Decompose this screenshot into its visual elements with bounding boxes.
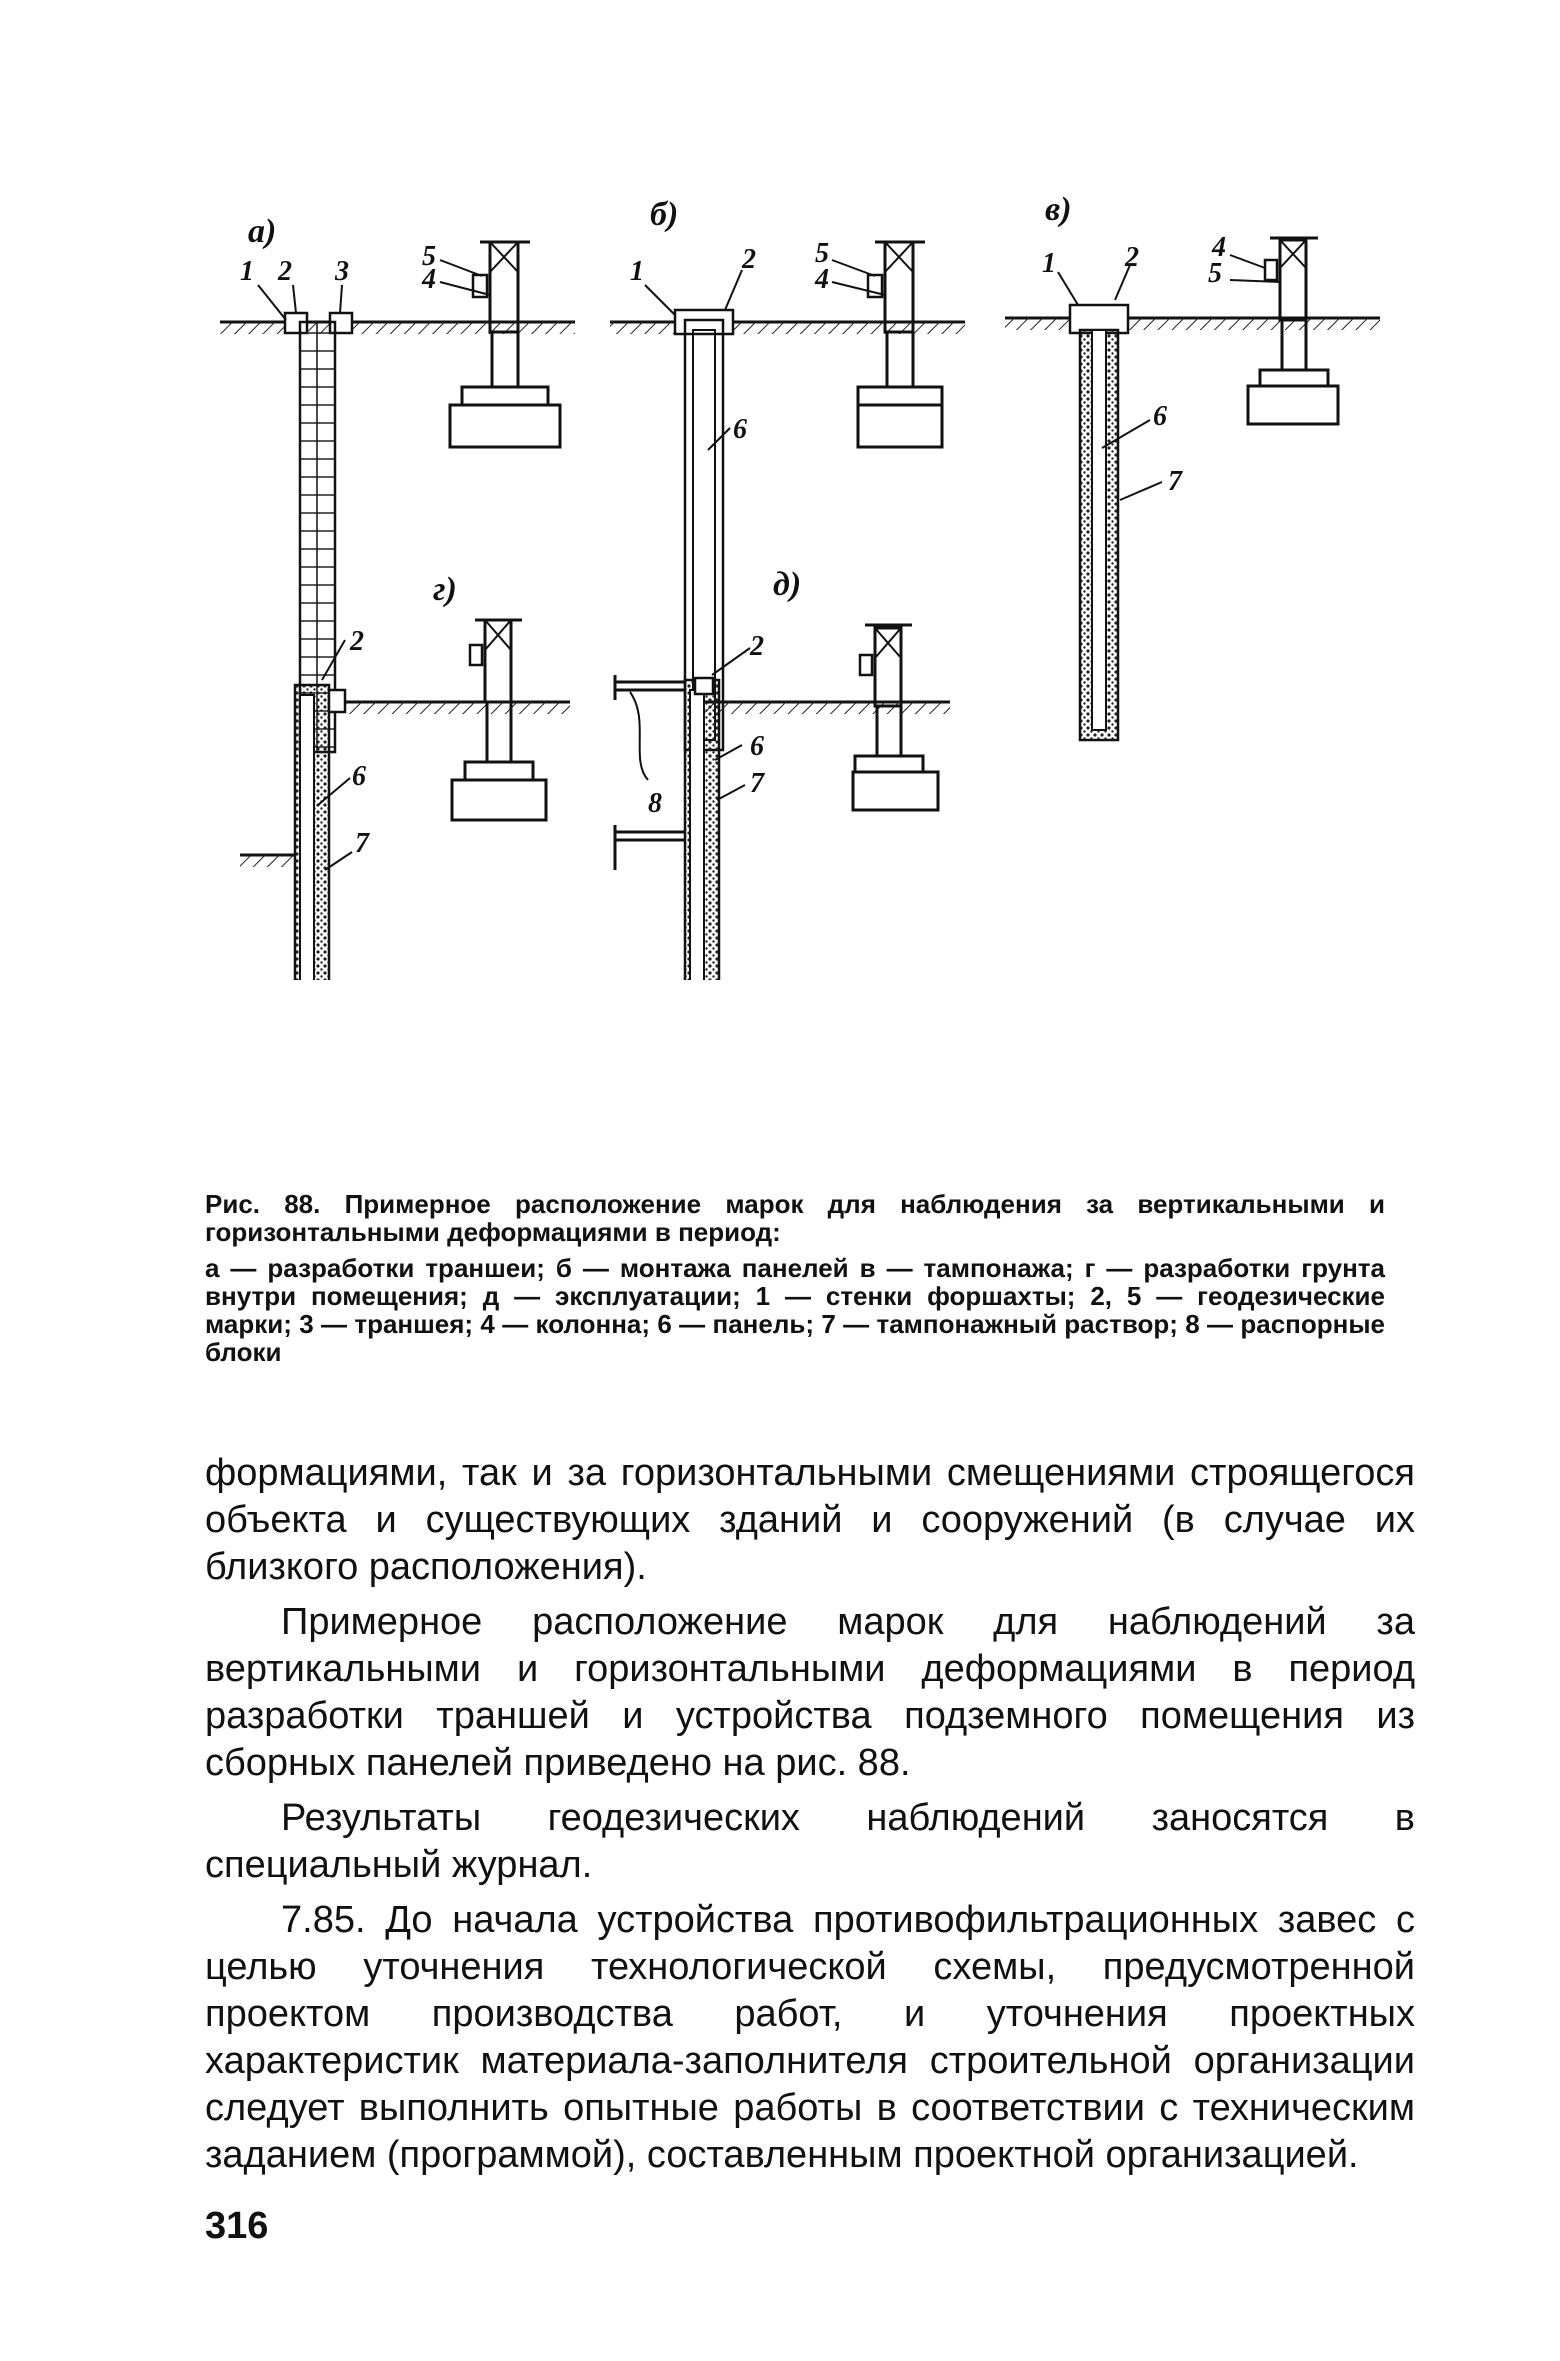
panel-a: [220, 213, 575, 752]
callout-a-2: 2: [278, 256, 292, 287]
callout-b-1: 1: [630, 256, 644, 287]
panel-v: [1005, 191, 1380, 740]
callout-d-2: 2: [750, 631, 764, 662]
figure-88: [190, 180, 1420, 980]
panel-b: [610, 196, 965, 750]
panel-label-v: в): [1045, 191, 1072, 228]
callout-g-2: 2: [350, 626, 364, 657]
panel-label-a: а): [248, 213, 277, 250]
paragraph-2: Примерное расположение марок для наблюдений за вертикальными и горизонтальными деформациями в период разработки траншей и устройства подземного помещения из сборных панелей приведено на рис. 88.: [205, 1601, 1415, 1784]
callout-b-5: 5: [815, 238, 829, 269]
panel-label-d: д): [773, 566, 802, 603]
callout-a-3: 3: [335, 256, 349, 287]
paragraph-4: 7.85. До начала устройства противофильтрационных завес с целью уточнения технологической схемы, предусмотренной проектом производства работ, и уточнения проектных характеристик материала-заполнителя строительной организации следует выполнить опытные работы в соответствии с техническим заданием (программой), составленным проектной организацией.: [205, 1899, 1415, 2176]
callout-b-6: 6: [733, 414, 747, 445]
caption-legend: а — разработки траншеи; б — монтажа панелей в — тампонажа; г — разработки грунта внутри помещения; д — эксплуатации; 1 — стенки форшахты; 2, 5 — геодезические марки; 3 — траншея; 4 — колонна; 6 — панель; 7 — тампонажный раствор; 8 — распорные блоки: [205, 1253, 1385, 1367]
callout-d-7: 7: [750, 768, 764, 799]
panel-label-b: б): [650, 196, 679, 233]
callout-b-2: 2: [742, 244, 756, 275]
paragraph-1: формациями, так и за горизонтальными смещениями строящегося объекта и существующих зданий и сооружений (в случае их близкого расположения).: [205, 1452, 1415, 1588]
callout-v-7: 7: [1168, 466, 1182, 497]
callout-b-4: 4: [815, 264, 829, 295]
callout-g-6: 6: [352, 761, 366, 792]
paragraph-3: Результаты геодезических наблюдений заносятся в специальный журнал.: [205, 1797, 1415, 1886]
panel-d: [615, 566, 950, 980]
callout-v-5: 5: [1208, 258, 1222, 289]
callout-d-6: 6: [750, 731, 764, 762]
caption-title: Рис. 88. Примерное расположение марок для наблюдения за вертикальными и горизонтальными деформациями в период:: [205, 1189, 1385, 1247]
callout-a-4: 4: [422, 264, 436, 295]
callout-v-4: 4: [1212, 232, 1226, 263]
figure-caption: [205, 1190, 1385, 1366]
callout-g-7: 7: [355, 828, 369, 859]
page-number: 316: [205, 2205, 269, 2247]
panel-label-g: г): [433, 571, 457, 608]
callout-a-5: 5: [422, 241, 436, 272]
callout-d-8: 8: [648, 788, 662, 819]
callout-v-6: 6: [1153, 401, 1167, 432]
callout-a-1: 1: [240, 256, 254, 287]
body-text: [205, 1450, 1415, 2187]
callout-v-2: 2: [1125, 242, 1139, 273]
callout-v-1: 1: [1042, 248, 1056, 279]
panel-g: [240, 571, 570, 980]
